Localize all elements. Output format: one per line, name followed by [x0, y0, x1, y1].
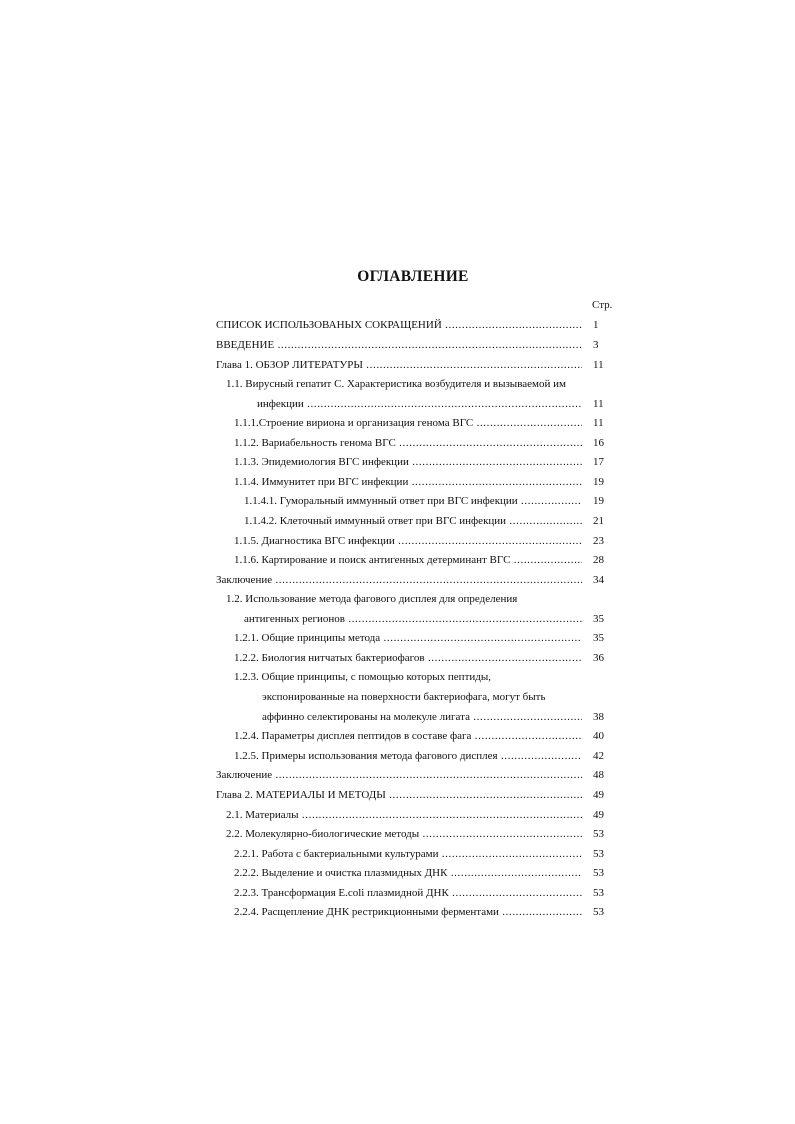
toc-entry-page: 38: [593, 711, 604, 723]
toc-entry-title: 1.2.4. Параметры дисплея пептидов в составе фага .....: [234, 729, 582, 743]
toc-entry-page: 19: [593, 495, 604, 507]
toc-entry-title: 1.1.2. Вариабельность генома ВГС .....: [234, 436, 582, 450]
toc-entry-page: 53: [593, 867, 604, 879]
toc-entry-page: 11: [593, 398, 604, 410]
toc-entry-page: 49: [593, 809, 604, 821]
toc-entry-title: 2.2. Молекулярно-биологические методы .....: [226, 827, 582, 841]
toc-entry-page: 19: [593, 476, 604, 488]
toc-entry-title: 2.2.4. Расщепление ДНК рестрикционными ферментами .....: [234, 905, 582, 919]
toc-entry-title: 1.1.6. Картирование и поиск антигенных детерминант ВГС .....: [234, 553, 582, 567]
toc-entry-page: 17: [593, 456, 604, 468]
toc-entry-page: 11: [593, 417, 604, 429]
toc-entry-title: 1.1.4.2. Клеточный иммунный ответ при ВГС инфекции .....: [244, 514, 582, 528]
toc-entry-title-line: 1.2.3. Общие принципы, с помощью которых пептиды,: [234, 671, 491, 683]
toc-entry-title: 1.2.2. Биология нитчатых бактериофагов .....: [234, 651, 582, 665]
toc-entry-title-line: 1.2. Использование метода фагового дисплея для определения: [226, 593, 518, 605]
toc-entry-page: 36: [593, 652, 604, 664]
toc-entry-title: 1.1.5. Диагностика ВГС инфекции .....: [234, 534, 582, 548]
toc-entry-title: СПИСОК ИСПОЛЬЗОВАНЫХ СОКРАЩЕНИЙ .....: [216, 318, 582, 332]
toc-entry-title: 1.1.1.Строение вириона и организация генома ВГС .....: [234, 416, 582, 430]
toc-title: ОГЛАВЛЕНИЕ: [357, 268, 469, 285]
toc-entry-title: 1.1.4.1. Гуморальный иммунный ответ при ВГС инфекции .....: [244, 494, 582, 508]
toc-entry-title: 2.1. Материалы .....: [226, 808, 582, 822]
toc-entry-page: 23: [593, 535, 604, 547]
toc-entry-title-line: 1.1. Вирусный гепатит С. Характеристика возбудителя и вызываемой им: [226, 378, 566, 390]
toc-entry-page: 3: [593, 339, 599, 351]
toc-entry-page: 34: [593, 574, 604, 586]
toc-entry-page: 49: [593, 789, 604, 801]
toc-entry-title: Глава 2. МАТЕРИАЛЫ И МЕТОДЫ .....: [216, 788, 582, 802]
toc-entry-page: 40: [593, 730, 604, 742]
toc-entry-title: 1.2.5. Примеры использования метода фагового дисплея .....: [234, 749, 582, 763]
toc-entry-title: Заключение .....: [216, 573, 582, 587]
toc-entry-title: 1.1.3. Эпидемиология ВГС инфекции .....: [234, 455, 582, 469]
toc-entry-page: 28: [593, 554, 604, 566]
toc-entry-page: 1: [593, 319, 599, 331]
toc-entry-title: антигенных регионов .....: [244, 612, 582, 626]
toc-entry-page: 16: [593, 437, 604, 449]
toc-entry-title: ВВЕДЕНИЕ .....: [216, 338, 582, 352]
toc-entry-title: Глава 1. ОБЗОР ЛИТЕРАТУРЫ .....: [216, 358, 582, 372]
toc-entry-title: 2.2.2. Выделение и очистка плазмидных ДНК .....: [234, 866, 582, 880]
toc-entry-page: 42: [593, 750, 604, 762]
page-column-label: Стр.: [592, 299, 613, 311]
toc-entry-title-line: экспонированные на поверхности бактериофага, могут быть: [262, 691, 546, 703]
toc-entry-title: аффинно селектированы на молекуле лигата .....: [262, 710, 582, 724]
toc-entry-title: 2.2.1. Работа с бактериальными культурами .....: [234, 847, 582, 861]
toc-entry-page: 48: [593, 769, 604, 781]
toc-entry-title: 1.2.1. Общие принципы метода .....: [234, 631, 582, 645]
toc-entry-title: 2.2.3. Трансформация E.coli плазмидной ДНК .....: [234, 886, 582, 900]
toc-entry-page: 53: [593, 906, 604, 918]
toc-entry-page: 53: [593, 887, 604, 899]
toc-entry-page: 11: [593, 359, 604, 371]
toc-entry-page: 21: [593, 515, 604, 527]
toc-entry-title: Заключение .....: [216, 768, 582, 782]
toc-entry-title: 1.1.4. Иммунитет при ВГС инфекции .....: [234, 475, 582, 489]
toc-entry-page: 53: [593, 848, 604, 860]
toc-entry-title: инфекции .....: [257, 397, 582, 411]
toc-entry-page: 35: [593, 613, 604, 625]
toc-entry-page: 35: [593, 632, 604, 644]
toc-entry-page: 53: [593, 828, 604, 840]
